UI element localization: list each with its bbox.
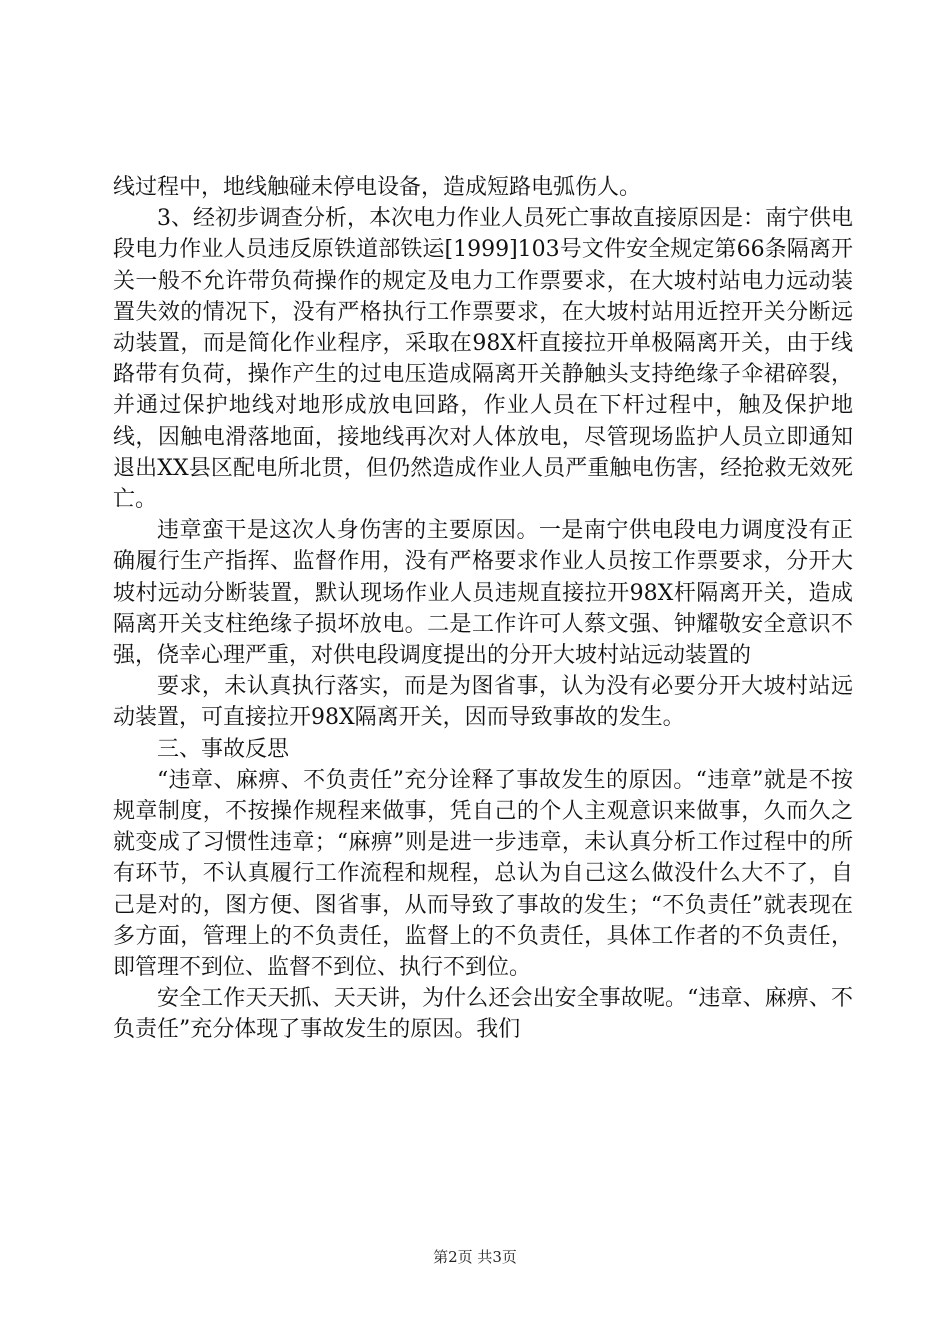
paragraph-safety-work: 安全工作天天抓、天天讲，为什么还会出安全事故呢。“违章、麻痹、不负责任”充分体现了事故发生的原因。我们 (113, 986, 853, 1043)
page-footer: 第2页 共3页 (433, 1248, 517, 1266)
paragraph-continuation: 线过程中，地线触碰未停电设备，造成短路电弧伤人。 (113, 175, 642, 200)
paragraph-direct-cause: 3、经初步调查分析，本次电力作业人员死亡事故直接原因是：南宁供电段电力作业人员违反原铁道部铁运[1999]103号文件安全规定第66条隔离开关一般不允许带负荷操作的规定及电力工作票要求，在大坡村站电力远动装置失效的情况下，没有严格执行工作票要求，在大坡村站用近控开关分断远动装置，而是简化作业程序，采取在98X杆直接拉开单极隔离开关，由于线路带有负荷，操作产生的过电压造成隔离开关静触头支持绝缘子伞裙碎裂，并通过保护地线对地形成放电回路，作业人员在下杆过程中，触及保护地线，因触电滑落地面，接地线再次对人体放电，尽管现场监护人员立即通知退出XX县区配电所北贯，但仍然造成作业人员严重触电伤害，经抢救无效死亡。 (113, 206, 853, 513)
document-body (113, 172, 853, 1046)
paragraph-reflection: “违章、麻痹、不负责任”充分诠释了事故发生的原因。“违章”就是不按规章制度，不按操作规程来做事，凭自己的个人主观意识来做事，久而久之就变成了习惯性违章；“麻痹”则是进一步违章，未认真分析工作过程中的所有环节，不认真履行工作流程和规程，总认为自己这么做没什么大不了，自己是对的，图方便、图省事，从而导致了事故的发生；“不负责任”就表现在多方面，管理上的不负责任，监督上的不负责任，具体工作者的不负责任，即管理不到位、监督不到位、执行不到位。 (113, 767, 853, 981)
paragraph-main-cause: 违章蛮干是这次人身伤害的主要原因。一是南宁供电段电力调度没有正确履行生产指挥、监督作用，没有严格要求作业人员按工作票要求，分开大坡村远动分断装置，默认现场作业人员违规直接拉开98X杆隔离开关，造成隔离开关支柱绝缘子损坏放电。二是工作许可人蔡文强、钟耀敬安全意识不强，侥幸心理严重，对供电段调度提出的分开大坡村站远动装置的 (113, 518, 853, 669)
paragraph-requirement: 要求，未认真执行落实，而是为图省事，认为没有必要分开大坡村站远动装置，可直接拉开98X隔离开关，因而导致事故的发生。 (113, 674, 853, 731)
section-heading-reflection: 三、事故反思 (157, 736, 290, 762)
